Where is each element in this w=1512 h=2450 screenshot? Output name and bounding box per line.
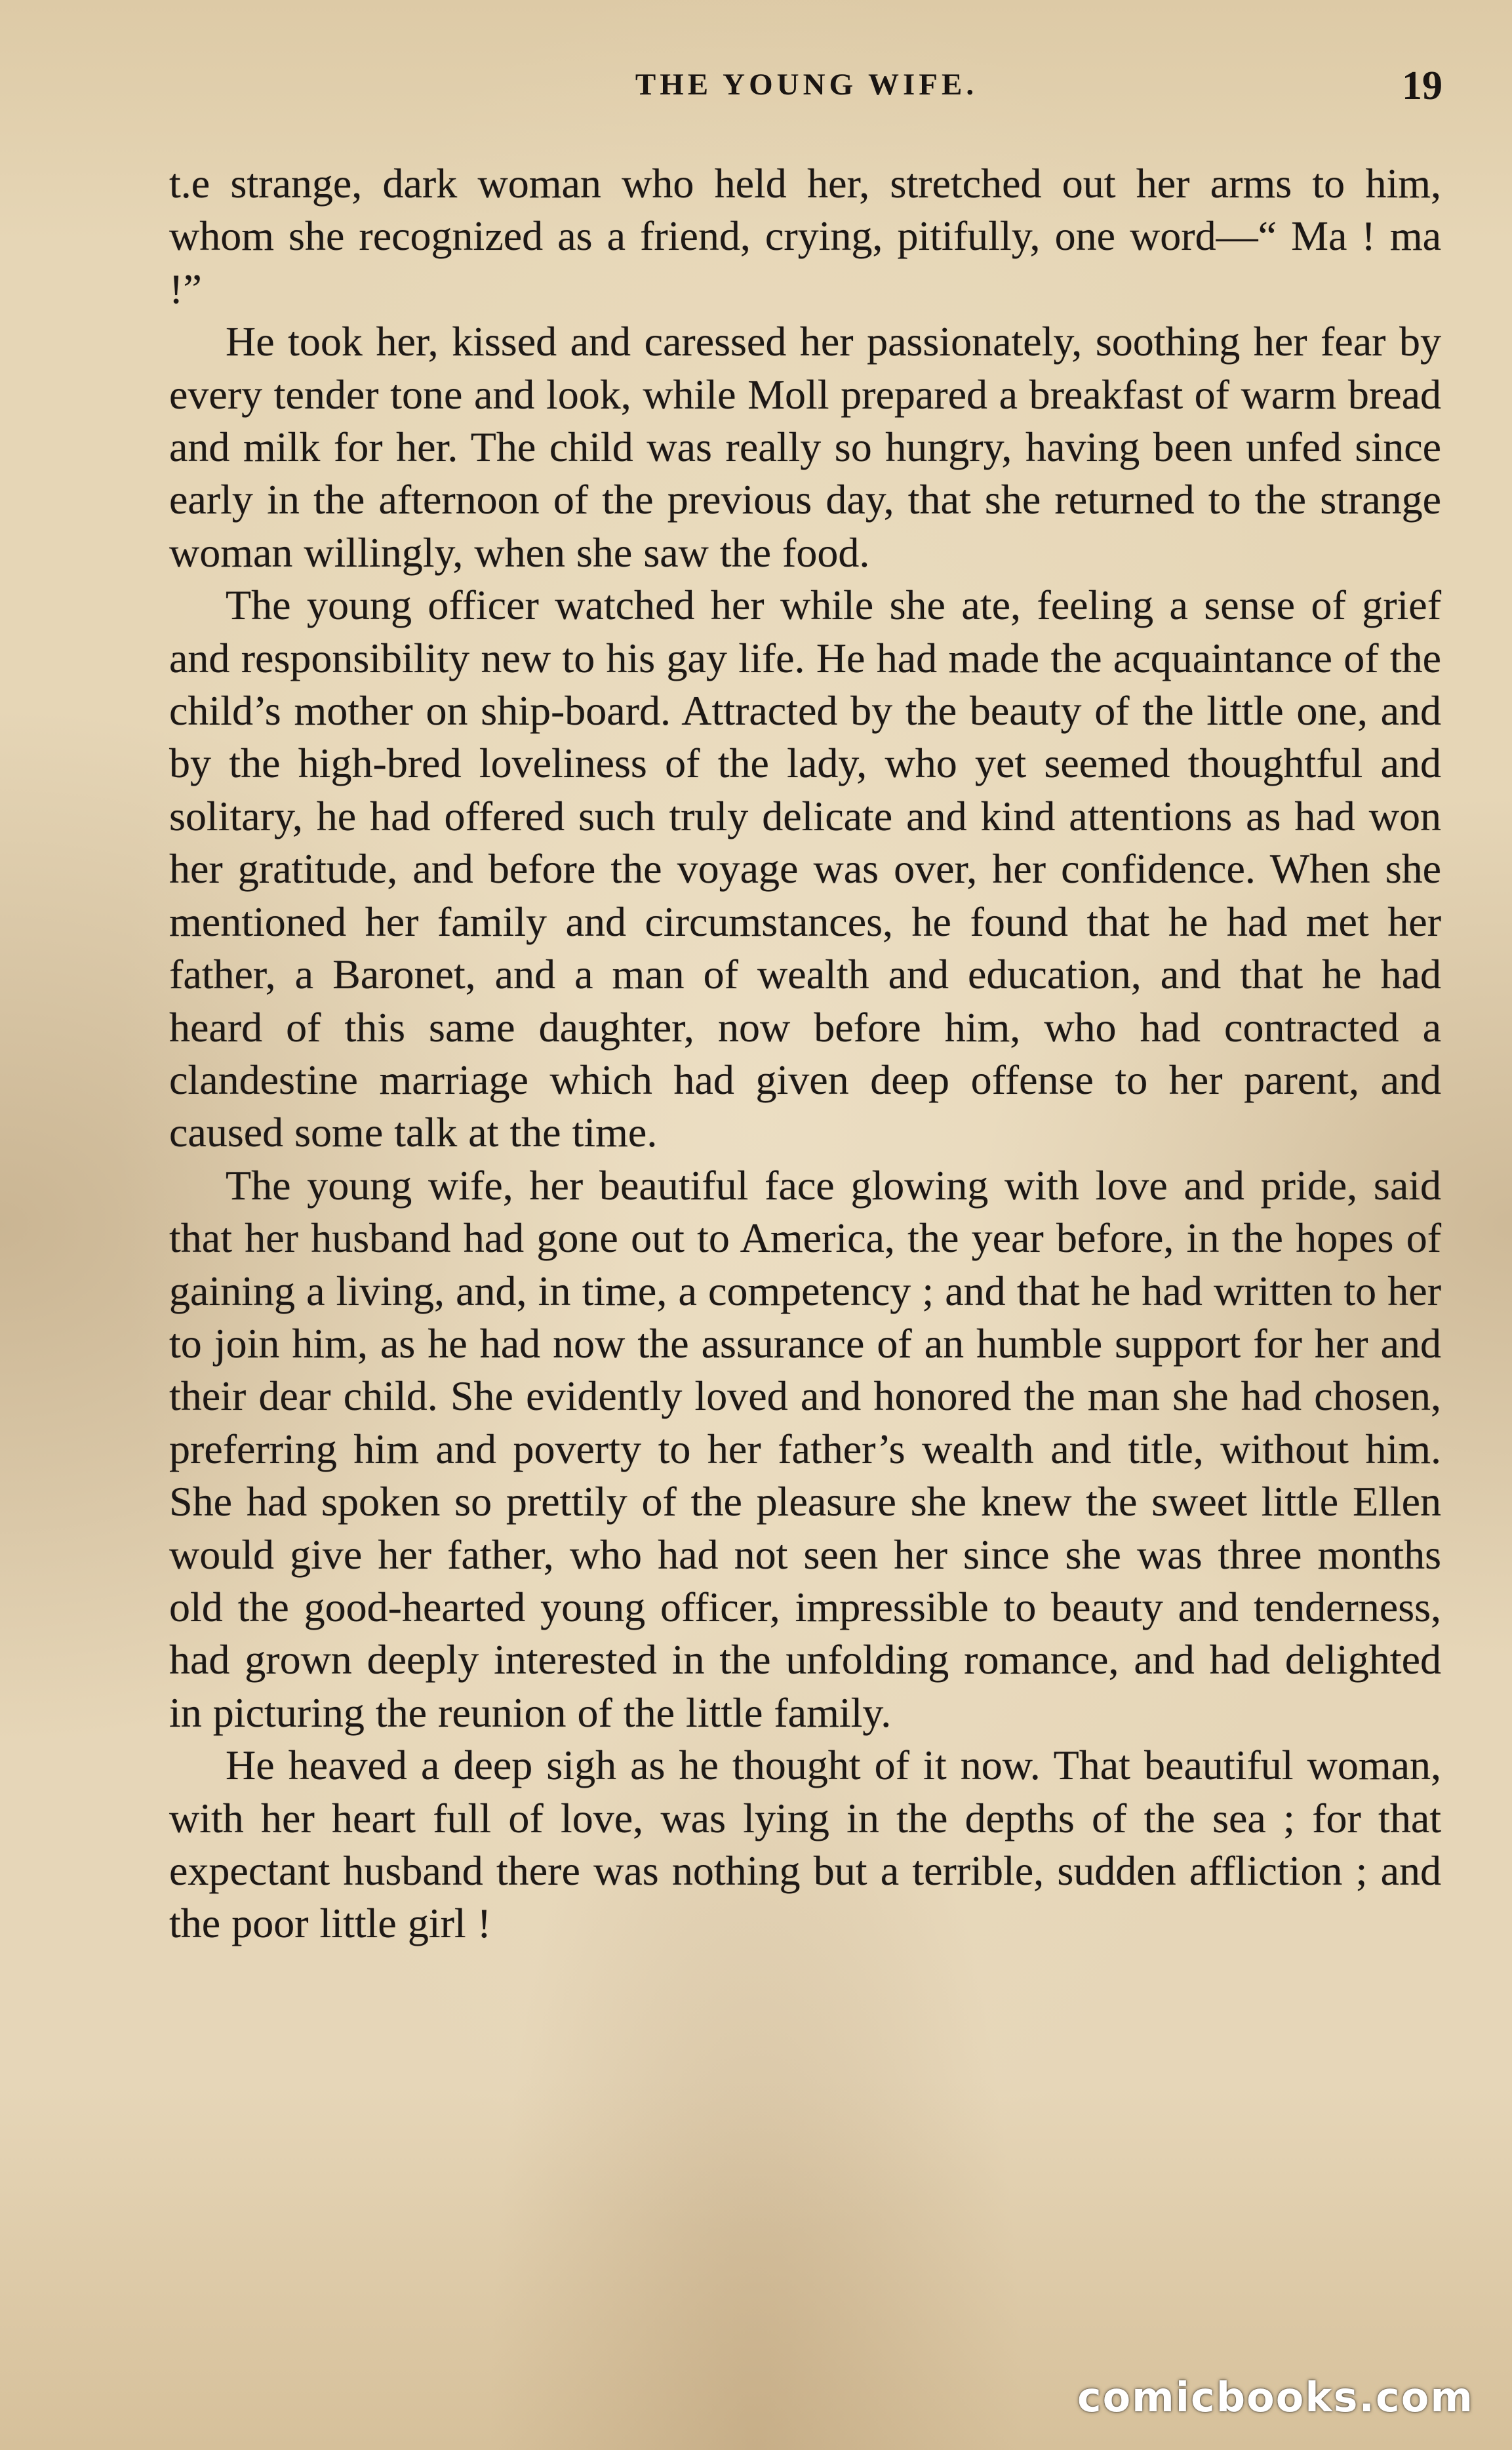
site-watermark: comicbooks.com	[1077, 2373, 1474, 2421]
page-number: 19	[1402, 64, 1442, 108]
paragraph: The young officer watched her while she ate, feeling a sense of grief and responsibility new to his gay life. He had made the acquaintance of the child’s mother on ship-board. Attracted by the beauty of the little one, and by the high-bred loveliness of the lady, who yet seemed thoughtful and solitary, he had offered such truly delicate and kind attentions as had won her gratitude, and before the voyage was over, her confidence. When she mentioned her family and circumstances, he found that he had met her father, a Baronet, and a man of wealth and education, and that he had heard of this same daughter, now before him, who had contracted a clandestine marriage which had given deep offense to her parent, and caused some talk at the time.	[169, 582, 1441, 1156]
paragraph: The young wife, her beautiful face glowing with love and pride, said that her husband had gone out to America, the year before, in the hopes of gaining a living, and, in time, a competency ; and that he had written to her to join him, as he had now the assurance of an humble support for her and their dear child. She evidently loved and honored the man she had chosen, preferring him and poverty to her father’s wealth and title, without him. She had spoken so prettily of the pleasure she knew the sweet little Ellen would give her father, who had not seen her since she was three months old the good-hearted young officer, impressible to beauty and tenderness, had grown deeply interested in the unfolding romance, and had delighted in picturing the reunion of the little family.	[169, 1161, 1441, 1736]
paragraph: He heaved a deep sigh as he thought of it now. That beautiful woman, with her heart full of love, was lying in the depths of the sea ; for that expectant husband there was nothing but a terrible, sudden affliction ; and the poor little girl !	[169, 1742, 1441, 1947]
running-title: THE YOUNG WIFE.	[635, 68, 978, 102]
running-head	[170, 64, 1442, 119]
body-text	[169, 157, 1441, 1950]
paragraph-continuation: t.e strange, dark woman who held her, stretched out her arms to him, whom she recognized as a friend, crying, pitifully, one word—“ Ma ! ma !”	[169, 160, 1441, 312]
paragraph: He took her, kissed and caressed her passionately, soothing her fear by every tender tone and look, while Moll prepared a breakfast of warm bread and milk for her. The child was really so hungry, having been unfed since early in the afternoon of the previous day, that she returned to the strange woman willingly, when she saw the food.	[169, 318, 1441, 576]
